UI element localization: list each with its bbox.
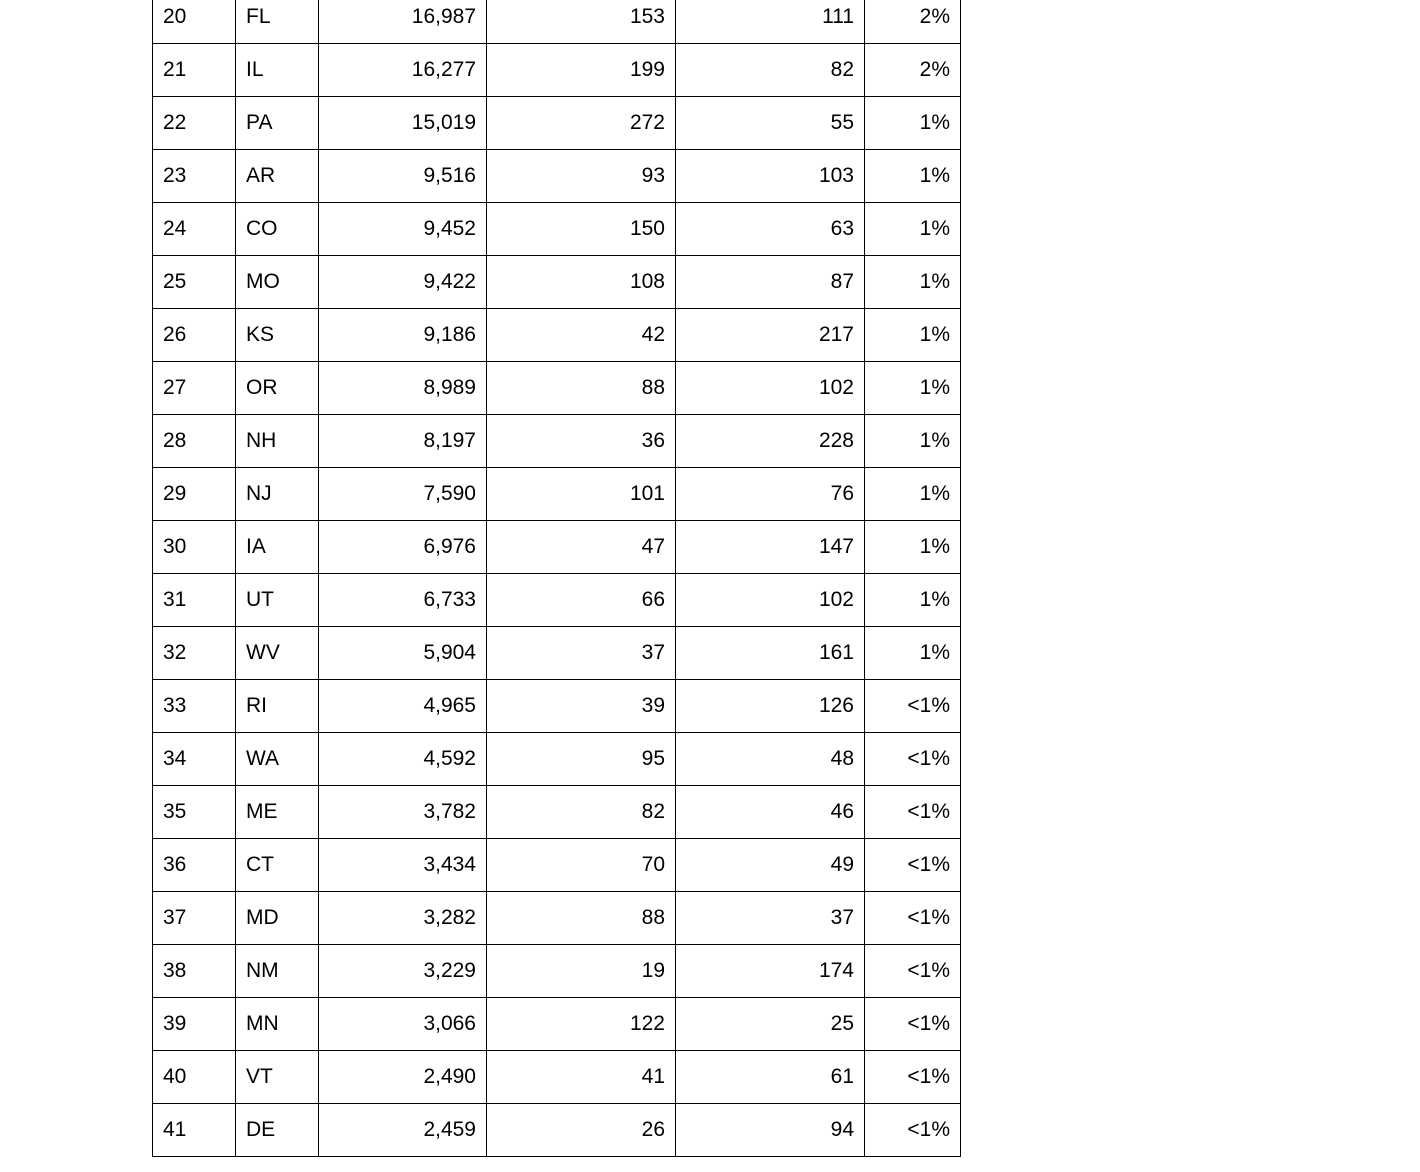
cell-third: 174: [676, 945, 865, 998]
cell-second: 42: [487, 309, 676, 362]
table-row: [153, 1104, 961, 1157]
cell-value: 4,965: [319, 680, 487, 733]
cell-state: IA: [236, 521, 319, 574]
cell-third: 55: [676, 97, 865, 150]
cell-value: 6,976: [319, 521, 487, 574]
cell-percent: 2%: [865, 44, 961, 97]
cell-state: WV: [236, 627, 319, 680]
table-row: [153, 521, 961, 574]
cell-value: 5,904: [319, 627, 487, 680]
data-table-container: [152, 0, 961, 1157]
cell-percent: 1%: [865, 203, 961, 256]
cell-third: 217: [676, 309, 865, 362]
cell-rank: 22: [153, 97, 236, 150]
cell-second: 95: [487, 733, 676, 786]
cell-second: 199: [487, 44, 676, 97]
cell-third: 111: [676, 0, 865, 44]
cell-rank: 30: [153, 521, 236, 574]
cell-second: 26: [487, 1104, 676, 1157]
cell-third: 48: [676, 733, 865, 786]
cell-rank: 31: [153, 574, 236, 627]
cell-second: 41: [487, 1051, 676, 1104]
cell-value: 2,490: [319, 1051, 487, 1104]
cell-percent: <1%: [865, 892, 961, 945]
cell-third: 63: [676, 203, 865, 256]
cell-second: 272: [487, 97, 676, 150]
table-row: [153, 150, 961, 203]
cell-value: 7,590: [319, 468, 487, 521]
table-row: [153, 203, 961, 256]
cell-rank: 33: [153, 680, 236, 733]
cell-state: NM: [236, 945, 319, 998]
cell-percent: 1%: [865, 256, 961, 309]
cell-state: NH: [236, 415, 319, 468]
cell-second: 82: [487, 786, 676, 839]
table-row: [153, 97, 961, 150]
cell-rank: 32: [153, 627, 236, 680]
cell-state: PA: [236, 97, 319, 150]
cell-value: 8,197: [319, 415, 487, 468]
cell-second: 150: [487, 203, 676, 256]
cell-second: 37: [487, 627, 676, 680]
cell-state: NJ: [236, 468, 319, 521]
table-row: [153, 627, 961, 680]
cell-state: MN: [236, 998, 319, 1051]
cell-state: AR: [236, 150, 319, 203]
cell-third: 76: [676, 468, 865, 521]
cell-state: OR: [236, 362, 319, 415]
cell-third: 25: [676, 998, 865, 1051]
data-table: [152, 0, 961, 1157]
table-row: [153, 839, 961, 892]
table-row: [153, 574, 961, 627]
cell-percent: <1%: [865, 1051, 961, 1104]
table-row: [153, 415, 961, 468]
cell-state: IL: [236, 44, 319, 97]
table-row: [153, 256, 961, 309]
cell-third: 87: [676, 256, 865, 309]
table-body: [153, 0, 961, 1157]
cell-percent: 1%: [865, 97, 961, 150]
cell-percent: <1%: [865, 1104, 961, 1157]
table-row: [153, 0, 961, 44]
cell-rank: 35: [153, 786, 236, 839]
cell-rank: 29: [153, 468, 236, 521]
cell-rank: 21: [153, 44, 236, 97]
cell-second: 93: [487, 150, 676, 203]
cell-third: 103: [676, 150, 865, 203]
cell-percent: 1%: [865, 415, 961, 468]
cell-second: 153: [487, 0, 676, 44]
cell-percent: 2%: [865, 0, 961, 44]
cell-rank: 23: [153, 150, 236, 203]
cell-second: 122: [487, 998, 676, 1051]
cell-second: 70: [487, 839, 676, 892]
cell-value: 3,434: [319, 839, 487, 892]
table-row: [153, 945, 961, 998]
cell-value: 3,782: [319, 786, 487, 839]
cell-value: 9,422: [319, 256, 487, 309]
cell-value: 3,282: [319, 892, 487, 945]
cell-state: VT: [236, 1051, 319, 1104]
cell-percent: <1%: [865, 680, 961, 733]
cell-third: 37: [676, 892, 865, 945]
cell-value: 6,733: [319, 574, 487, 627]
cell-rank: 41: [153, 1104, 236, 1157]
cell-value: 4,592: [319, 733, 487, 786]
cell-percent: 1%: [865, 627, 961, 680]
cell-value: 9,516: [319, 150, 487, 203]
cell-third: 94: [676, 1104, 865, 1157]
cell-state: RI: [236, 680, 319, 733]
cell-value: 16,987: [319, 0, 487, 44]
cell-rank: 38: [153, 945, 236, 998]
table-row: [153, 892, 961, 945]
cell-value: 8,989: [319, 362, 487, 415]
cell-rank: 25: [153, 256, 236, 309]
cell-third: 228: [676, 415, 865, 468]
cell-third: 147: [676, 521, 865, 574]
cell-third: 102: [676, 362, 865, 415]
table-row: [153, 733, 961, 786]
table-row: [153, 786, 961, 839]
cell-value: 3,229: [319, 945, 487, 998]
cell-percent: 1%: [865, 574, 961, 627]
cell-value: 3,066: [319, 998, 487, 1051]
cell-rank: 40: [153, 1051, 236, 1104]
table-row: [153, 998, 961, 1051]
cell-second: 108: [487, 256, 676, 309]
cell-rank: 20: [153, 0, 236, 44]
cell-state: FL: [236, 0, 319, 44]
cell-second: 36: [487, 415, 676, 468]
cell-rank: 26: [153, 309, 236, 362]
cell-third: 126: [676, 680, 865, 733]
cell-state: UT: [236, 574, 319, 627]
cell-state: WA: [236, 733, 319, 786]
table-row: [153, 44, 961, 97]
cell-state: MO: [236, 256, 319, 309]
cell-second: 101: [487, 468, 676, 521]
cell-value: 9,186: [319, 309, 487, 362]
cell-percent: <1%: [865, 786, 961, 839]
cell-second: 47: [487, 521, 676, 574]
cell-rank: 37: [153, 892, 236, 945]
cell-third: 102: [676, 574, 865, 627]
table-row: [153, 680, 961, 733]
cell-state: CT: [236, 839, 319, 892]
cell-percent: 1%: [865, 150, 961, 203]
table-row: [153, 362, 961, 415]
cell-percent: <1%: [865, 839, 961, 892]
cell-second: 88: [487, 892, 676, 945]
table-row: [153, 309, 961, 362]
cell-state: KS: [236, 309, 319, 362]
cell-third: 82: [676, 44, 865, 97]
cell-third: 49: [676, 839, 865, 892]
cell-percent: 1%: [865, 362, 961, 415]
cell-percent: <1%: [865, 733, 961, 786]
cell-third: 46: [676, 786, 865, 839]
cell-rank: 24: [153, 203, 236, 256]
cell-value: 2,459: [319, 1104, 487, 1157]
cell-percent: 1%: [865, 468, 961, 521]
cell-second: 39: [487, 680, 676, 733]
cell-percent: <1%: [865, 945, 961, 998]
cell-state: CO: [236, 203, 319, 256]
cell-percent: <1%: [865, 998, 961, 1051]
cell-rank: 39: [153, 998, 236, 1051]
table-row: [153, 1051, 961, 1104]
cell-percent: 1%: [865, 521, 961, 574]
cell-rank: 36: [153, 839, 236, 892]
cell-rank: 28: [153, 415, 236, 468]
cell-second: 66: [487, 574, 676, 627]
cell-rank: 34: [153, 733, 236, 786]
table-row: [153, 468, 961, 521]
cell-third: 161: [676, 627, 865, 680]
cell-state: ME: [236, 786, 319, 839]
cell-third: 61: [676, 1051, 865, 1104]
cell-second: 88: [487, 362, 676, 415]
cell-second: 19: [487, 945, 676, 998]
cell-rank: 27: [153, 362, 236, 415]
cell-value: 15,019: [319, 97, 487, 150]
cell-value: 16,277: [319, 44, 487, 97]
cell-state: MD: [236, 892, 319, 945]
cell-percent: 1%: [865, 309, 961, 362]
cell-value: 9,452: [319, 203, 487, 256]
cell-state: DE: [236, 1104, 319, 1157]
